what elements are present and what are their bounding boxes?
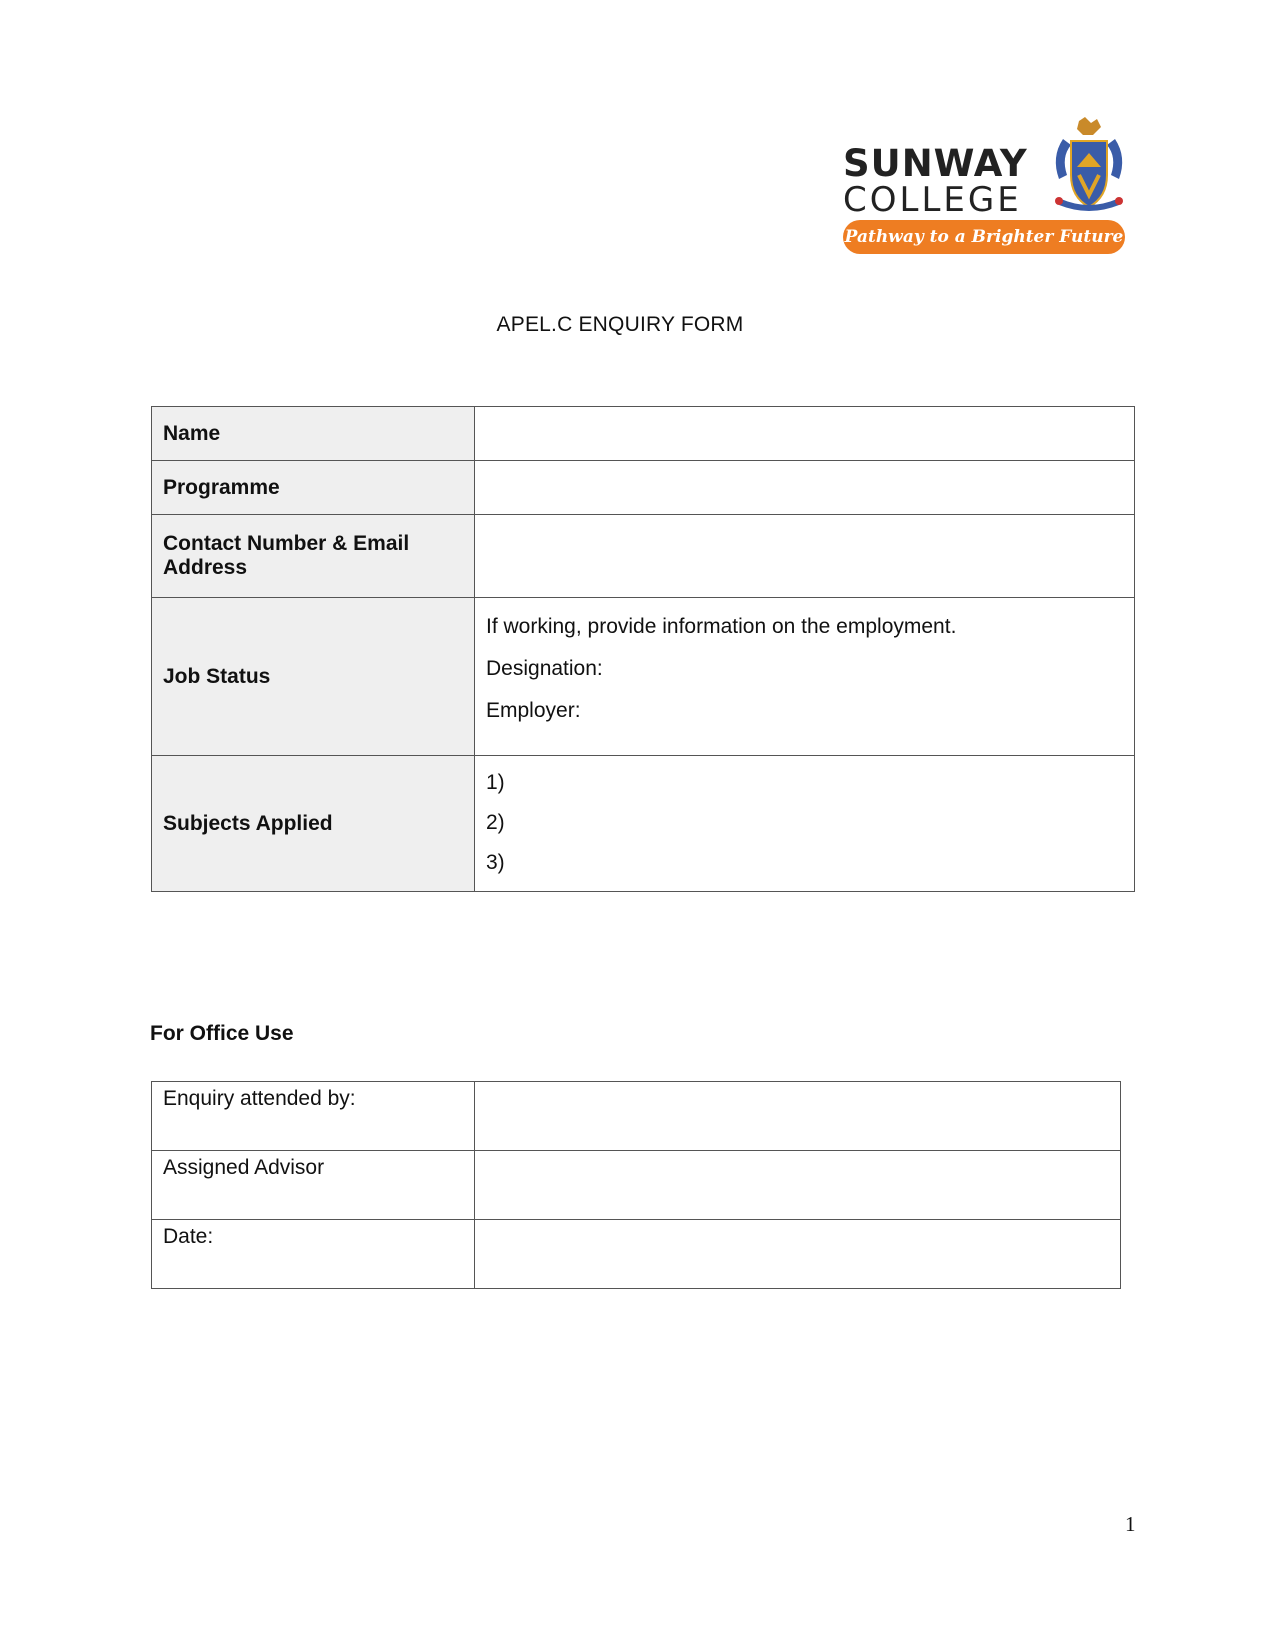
table-row-name — [152, 407, 1135, 461]
crest-icon — [1049, 117, 1129, 217]
enquiry-attended-field[interactable] — [475, 1082, 1121, 1151]
enquiry-table — [151, 406, 1135, 892]
contact-field[interactable] — [475, 515, 1135, 598]
table-row-date — [152, 1220, 1121, 1289]
form-title: APEL.C ENQUIRY FORM — [496, 313, 744, 336]
job-status-instruction: If working, provide information on the employment. — [486, 615, 957, 638]
subject-item-3: 3) — [486, 851, 505, 874]
logo-tagline: Pathway to a Brighter Future — [843, 220, 1125, 254]
date-label: Date: — [152, 1220, 475, 1289]
name-field[interactable] — [475, 407, 1135, 461]
table-row-contact — [152, 515, 1135, 598]
job-status-label: Job Status — [152, 598, 475, 756]
subject-item-2: 2) — [486, 811, 505, 834]
designation-label: Designation: — [486, 657, 603, 680]
office-use-heading: For Office Use — [150, 1022, 294, 1045]
assigned-advisor-label: Assigned Advisor — [152, 1151, 475, 1220]
page-number: 1 — [1125, 1512, 1136, 1536]
subjects-label: Subjects Applied — [152, 756, 475, 892]
table-row-assigned-advisor — [152, 1151, 1121, 1220]
employer-label: Employer: — [486, 699, 581, 722]
programme-label: Programme — [152, 461, 475, 515]
contact-label: Contact Number & Email Address — [152, 515, 475, 598]
subjects-field[interactable] — [475, 756, 1135, 892]
table-row-programme — [152, 461, 1135, 515]
name-label: Name — [152, 407, 475, 461]
enquiry-attended-label: Enquiry attended by: — [152, 1082, 475, 1151]
date-field[interactable] — [475, 1220, 1121, 1289]
college-logo — [843, 117, 1133, 257]
logo-name-line2: COLLEGE — [843, 180, 1022, 220]
office-use-table — [151, 1081, 1121, 1289]
table-row-subjects — [152, 756, 1135, 892]
table-row-job-status — [152, 598, 1135, 756]
subject-item-1: 1) — [486, 771, 505, 794]
job-status-field[interactable] — [475, 598, 1135, 756]
table-row-enquiry-attended — [152, 1082, 1121, 1151]
logo-name-line1: SUNWAY — [843, 142, 1028, 185]
programme-field[interactable] — [475, 461, 1135, 515]
assigned-advisor-field[interactable] — [475, 1151, 1121, 1220]
